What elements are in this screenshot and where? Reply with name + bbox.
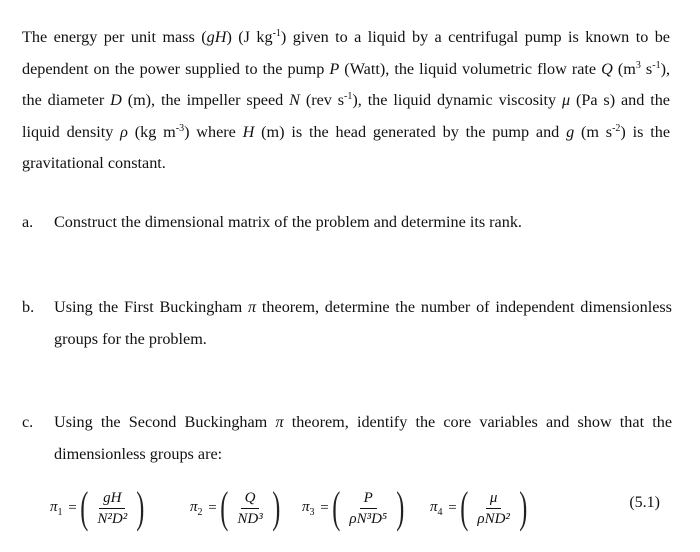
- pi2-group: $\pi_2$ = ( $\frac{Q}{\text{ND³}}$ ): [190, 483, 281, 532]
- question-text: Using the Second Buckingham π theorem, identify the core variables and show that the dimensionless groups are:: [54, 413, 673, 463]
- question-label: a.: [22, 213, 34, 231]
- question-label: c.: [22, 413, 34, 431]
- pi4-group: $\pi_4$ = ( $\frac{\mu}{\text{ρND²}}$ ): [430, 483, 528, 532]
- question-text: Using the First Buckingham π theorem, determine the number of independent dimensionless groups for the problem.: [54, 298, 672, 348]
- question-text: Construct the dimensional matrix of the problem and determine its rank.: [54, 213, 522, 231]
- equation-number: (5.1): [629, 494, 660, 511]
- question-label: b.: [22, 298, 35, 316]
- pi3-group: $\pi_3$ = ( $\frac{P}{\text{ρN³D⁵}}$ ): [302, 483, 405, 532]
- problem-statement: The energy per unit mass (gH) (J $kg^{-1}$) given to a liquid by a centrifugal pump is known to be dependent on the power supplied to the pump P (Watt), the liquid volumetric flow rate Q ($m^3$ $s^{-1}$), the diameter D (m), the impeller speed N (rev $s^{-1}$), the liquid dynamic viscosity μ (Pa s) and the liquid density ρ (kg $m^{-3}$) where H (m) is the head generated by the pump and g (m $s^{-2}$) is the gravitational constant.: [22, 28, 671, 172]
- dimensionless-groups-equation: [50, 478, 670, 538]
- pi1-group: $\pi_1$ = ( $\frac{gH}{\text{N²D²}}$ ): [50, 483, 145, 532]
